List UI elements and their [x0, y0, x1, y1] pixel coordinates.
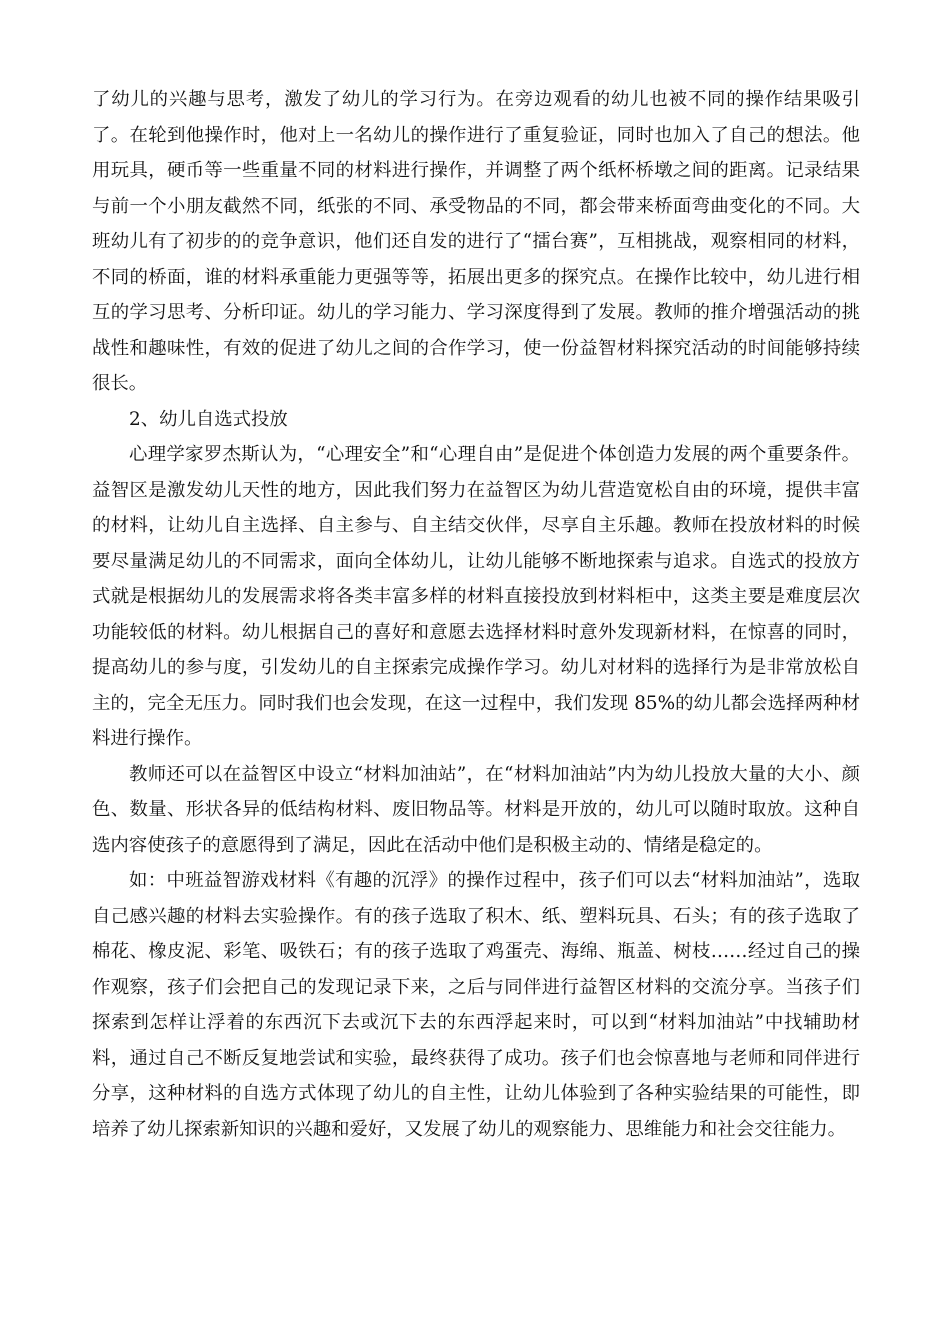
paragraph-rogers-theory: 心理学家罗杰斯认为，“心理安全”和“心理自由”是促进个体创造力发展的两个重要条件。益智区是激发幼儿天性的地方，因此我们努力在益智区为幼儿营造宽松自由的环境，提供丰富的材料，让幼儿自主选择、自主参与、自主结交伙伴，尽享自主乐趣。教师在投放材料的时候要尽量满足幼儿的不同需求，面向全体幼儿，让幼儿能够不断地探索与追求。自选式的投放方式就是根据幼儿的发展需求将各类丰富多样的材料直接投放到材料柜中，这类主要是难度层次功能较低的材料。幼儿根据自己的喜好和意愿去选择材料时意外发现新材料，在惊喜的同时，提高幼儿的参与度，引发幼儿的自主探索完成操作学习。幼儿对材料的选择行为是非常放松自主的，完全无压力。同时我们也会发现，在这一过程中，我们发现 85%的幼儿都会选择两种材料进行操作。 [92, 444, 860, 749]
section-heading: 2、幼儿自选式投放 [129, 408, 288, 430]
paragraph-sink-float-example: 如：中班益智游戏材料《有趣的沉浮》的操作过程中，孩子们可以去“材料加油站”，选取自己感兴趣的材料去实验操作。有的孩子选取了积木、纸、塑料玩具、石头；有的孩子选取了棉花、橡皮泥、彩笔、吸铁石；有的孩子选取了鸡蛋壳、海绵、瓶盖、树枝……经过自己的操作观察，孩子们会把自己的发现记录下来，之后与同伴进行益智区材料的交流分享。当孩子们探索到怎样让浮着的东西沉下去或沉下去的东西浮起来时，可以到“材料加油站”中找辅助材料，通过自己不断反复地尝试和实验，最终获得了成功。孩子们也会惊喜地与老师和同伴进行分享，这种材料的自选方式体现了幼儿的自主性，让幼儿体验到了各种实验结果的可能性，即培养了幼儿探索新知识的兴趣和爱好，又发展了幼儿的观察能力、思维能力和社会交往能力。 [92, 870, 860, 1140]
paragraph-continuation: 了幼儿的兴趣与思考，激发了幼儿的学习行为。在旁边观看的幼儿也被不同的操作结果吸引了。在轮到他操作时，他对上一名幼儿的操作进行了重复验证，同时也加入了自己的想法。他用玩具，硬币等一些重量不同的材料进行操作，并调整了两个纸杯桥墩之间的距离。记录结果与前一个小朋友截然不同，纸张的不同、承受物品的不同，都会带来桥面弯曲变化的不同。大班幼儿有了初步的的竞争意识，他们还自发的进行了“擂台赛”，互相挑战，观察相同的材料，不同的桥面，谁的材料承重能力更强等等，拓展出更多的探究点。在操作比较中，幼儿进行相互的学习思考、分析印证。幼儿的学习能力、学习深度得到了发展。教师的推介增强活动的挑战性和趣味性，有效的促进了幼儿之间的合作学习，使一份益智材料探究活动的时间能够持续很长。 [92, 89, 860, 394]
document-page [92, 82, 860, 1147]
paragraph-material-station: 教师还可以在益智区中设立“材料加油站”，在“材料加油站”内为幼儿投放大量的大小、颜色、数量、形状各异的低结构材料、废旧物品等。材料是开放的，幼儿可以随时取放。这种自选内容使孩子的意愿得到了满足，因此在活动中他们是积极主动的、情绪是稳定的。 [92, 763, 860, 856]
